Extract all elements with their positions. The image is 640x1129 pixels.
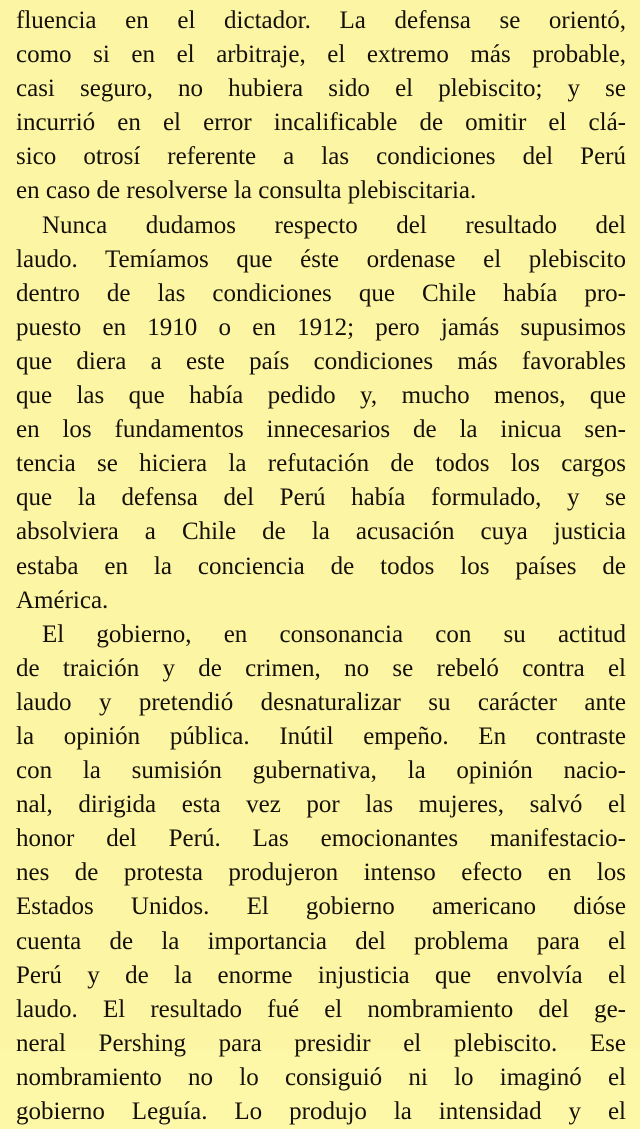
text-line: la opinión pública. Inútil empeño. En contraste	[16, 722, 626, 750]
text-line: estaba en la conciencia de todos los países de	[16, 552, 626, 580]
body-text	[16, 4, 626, 1129]
text-line: Nunca dudamos respecto del resultado del	[42, 211, 626, 239]
text-line: que las que había pedido y, mucho menos, que	[16, 382, 626, 410]
text-line: que la defensa del Perú había formulado, y se	[16, 484, 626, 512]
text-line: gobierno Leguía. Lo produjo la intensidad y el	[16, 1098, 626, 1125]
text-line: dentro de las condiciones que Chile había pro-	[16, 279, 626, 307]
text-line: laudo y pretendió desnaturalizar su carácter ante	[16, 688, 626, 716]
text-line: que diera a este país condiciones más favorables	[16, 347, 626, 375]
text-line: tencia se hiciera la refutación de todos los cargos	[16, 450, 626, 478]
text-line: nal, dirigida esta vez por las mujeres, salvó el	[16, 791, 626, 819]
text-line: como si en el arbitraje, el extremo más probable,	[16, 41, 626, 69]
text-line: sico otrosí referente a las condiciones del Perú	[16, 143, 626, 171]
text-line: honor del Perú. Las emocionantes manifestacio-	[16, 825, 626, 853]
text-line: absolviera a Chile de la acusación cuya justicia	[16, 518, 626, 546]
text-line: incurrió en el error incalificable de omitir el clá-	[16, 109, 626, 137]
text-line: El gobierno, en consonancia con su actitud	[42, 620, 626, 648]
text-line: laudo. Temíamos que éste ordenase el plebiscito	[16, 245, 626, 273]
text-line: Estados Unidos. El gobierno americano dióse	[16, 893, 626, 921]
text-line: laudo. El resultado fué el nombramiento del ge-	[16, 995, 626, 1023]
text-line: neral Pershing para presidir el plebiscito. Ese	[16, 1029, 626, 1057]
text-line: en los fundamentos innecesarios de la inicua sen-	[16, 416, 626, 444]
text-line: en caso de resolverse la consulta plebiscitaria.	[16, 177, 477, 205]
text-line: América.	[16, 586, 109, 614]
text-line: nombramiento no lo consiguió ni lo imaginó el	[16, 1063, 626, 1091]
text-line: casi seguro, no hubiera sido el plebiscito; y se	[16, 75, 626, 103]
text-line: puesto en 1910 o en 1912; pero jamás supusimos	[16, 313, 626, 341]
text-line: cuenta de la importancia del problema para el	[16, 927, 626, 955]
text-line: fluencia en el dictador. La defensa se orientó,	[16, 7, 626, 34]
text-line: de traición y de crimen, no se rebeló contra el	[16, 654, 626, 682]
text-line: Perú y de la enorme injusticia que envolvía el	[16, 961, 626, 989]
text-line: con la sumisión gubernativa, la opinión nacio-	[16, 757, 626, 785]
text-line: nes de protesta produjeron intenso efecto en los	[16, 859, 626, 887]
